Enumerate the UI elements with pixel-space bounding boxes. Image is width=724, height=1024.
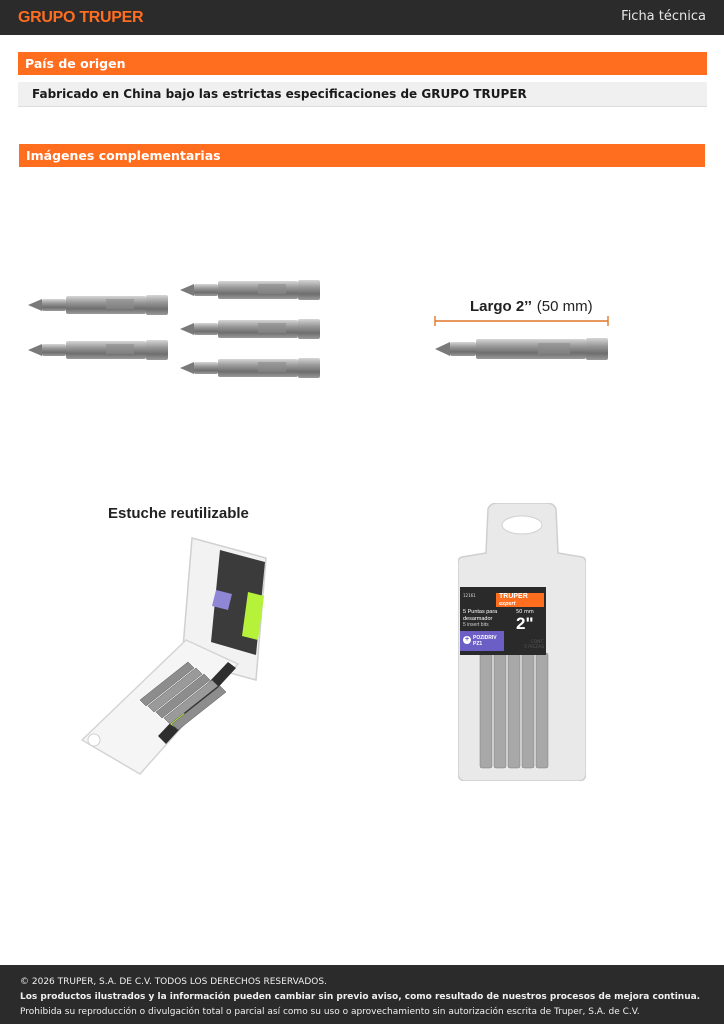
- package-brand-badge: [496, 593, 544, 607]
- footer-notice: Los productos ilustrados y la información pueden cambiar sin previo aviso, como resultado de nuestros procesos de mejora continua.: [20, 992, 701, 1002]
- footer: [0, 965, 724, 1024]
- document-type: Ficha técnica: [621, 9, 706, 24]
- length-caption-main: Largo 2’’: [470, 298, 532, 315]
- case-caption: Estuche reutilizable: [108, 505, 249, 522]
- reusable-case-image: [70, 530, 280, 780]
- package-count-value: 5 PIEZAS: [524, 645, 545, 650]
- package-type: POZIDRIV PZ1: [473, 635, 497, 647]
- brand-logo: GRUPO TRUPER: [18, 9, 144, 26]
- package-brand: TRUPER: [499, 593, 528, 600]
- package-size: 2": [516, 614, 534, 633]
- origin-text: Fabricado en China bajo las estrictas especificaciones de GRUPO TRUPER: [18, 82, 707, 107]
- pozidriv-icon: +: [464, 636, 470, 643]
- images-section-title: Imágenes complementarias: [19, 144, 705, 167]
- footer-legal: Prohibida su reproducción o divulgación total o parcial así como su uso o aprovechamiento sin autorización escrita de Truper, S.A. de C.V.: [20, 1007, 640, 1017]
- package-line2: 5 insert bits: [463, 622, 489, 628]
- package-image: [458, 503, 586, 781]
- length-caption-sub: (50 mm): [536, 298, 593, 315]
- package-line1: 5 Puntas para desarmador: [463, 609, 498, 622]
- package-count-label: CONT.: [530, 640, 545, 645]
- origin-section-title: País de origen: [18, 52, 707, 75]
- package-count: [524, 640, 544, 650]
- bits-set-image: [20, 270, 330, 385]
- package-type-badge: [460, 631, 504, 651]
- package-code: 12161: [463, 593, 476, 598]
- top-bar: [0, 0, 724, 35]
- single-bit-image: [430, 312, 615, 372]
- package-brand-sub: expert: [499, 601, 516, 607]
- package-size-mm: 50 mm: [516, 609, 534, 615]
- footer-copyright: © 2026 TRUPER, S.A. DE C.V. TODOS LOS DERECHOS RESERVADOS.: [20, 977, 327, 987]
